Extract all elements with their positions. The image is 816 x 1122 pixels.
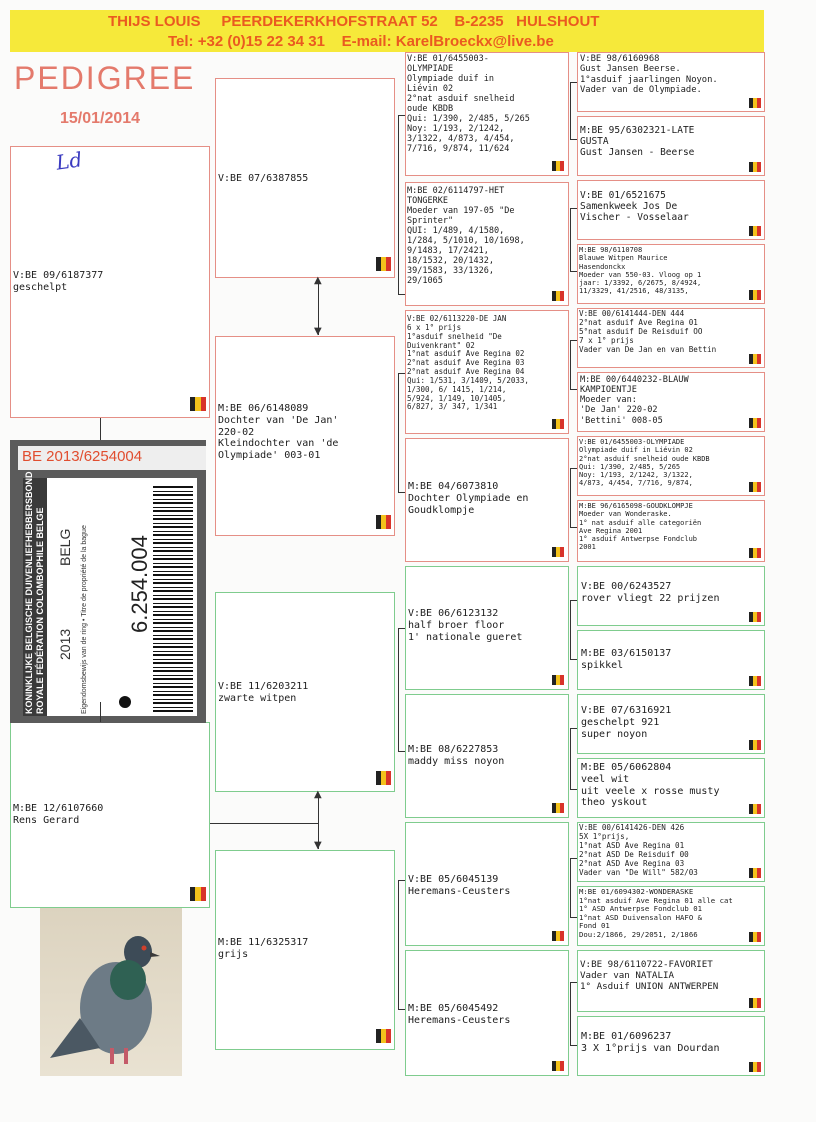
gg-grandparent-box — [577, 180, 765, 240]
gg-grandparent-box — [577, 308, 765, 368]
great-grandparent-box — [405, 694, 569, 818]
arrow-icon: ▼ — [314, 840, 322, 851]
great-grandparent-box — [405, 438, 569, 562]
belgian-flag-icon — [749, 740, 761, 750]
gg-grandparent-text: M:BE 00/6440232-BLAUW KAMPIOENTJE Moeder van: 'De Jan' 220-02 'Bettini' 008-05 — [580, 375, 689, 426]
gg-grandparent-box — [577, 950, 765, 1012]
father-text: V:BE 09/6187377 geschelpt — [13, 270, 104, 293]
pedigree-date: 15/01/2014 — [60, 110, 141, 127]
gg-grandparent-box — [577, 1016, 765, 1076]
grandparent-text: V:BE 07/6387855 — [218, 173, 309, 184]
grandparent-box — [215, 592, 395, 792]
belgian-flag-icon — [749, 482, 761, 492]
belgian-flag-icon — [376, 1029, 391, 1043]
great-grandparent-text: V:BE 01/6455003- OLYMPIADE Olympiade duif in Liévin 02 2°nat asduif snelheid oude KBDB Qui: 1/390, 2/485, 5/265 Noy: 1/193, 2/1242, 3/1322, 4/873, 4/454, 7/716, 9/874, 11/624 — [407, 54, 530, 155]
signature: Ld — [54, 147, 84, 175]
belgian-flag-icon — [749, 868, 761, 878]
gg-grandparent-text: M:BE 01/6094302-WONDERASKE 1°nat asduif Ave Regina 01 alle cat 1° ASD Antwerpse Fondclub 01 1°nat ASD Duivensalon HAFO & Fond 01 Dou:2/1866, 29/2051, 2/1866 — [579, 887, 733, 940]
belgian-flag-icon — [190, 397, 206, 411]
gg-grandparent-text: M:BE 01/6096237 3 X 1°prijs van Dourdan — [581, 1031, 720, 1054]
gg-grandparent-text: V:BE 01/6455003-OLYMPIADE Olympiade duif in Liévin 02 2°nat asduif snelheid oude KBDB Qui: 1/390, 2/485, 5/265 Noy: 1/193, 2/1242, 3/1322, 4/873, 4/454, 7/716, 9/874, — [579, 438, 710, 488]
belgian-flag-icon — [552, 419, 564, 429]
gg-grandparent-text: V:BE 00/6243527 rover vliegt 22 prijzen — [581, 581, 720, 604]
ring-year: 2013 — [57, 628, 73, 660]
belgian-flag-icon — [749, 290, 761, 300]
great-grandparent-box — [405, 950, 569, 1076]
grandparent-text: V:BE 11/6203211 zwarte witpen — [218, 681, 309, 704]
gg-grandparent-box — [577, 822, 765, 882]
belgian-flag-icon — [749, 612, 761, 622]
gg-grandparent-text: V:BE 98/6160968 Gust Jansen Beerse. 1°asduif jaarlingen Noyon. Vader van de Olympiade. — [580, 54, 718, 96]
belgian-flag-icon — [552, 547, 564, 557]
belgian-flag-icon — [552, 931, 564, 941]
belgian-flag-icon — [749, 548, 761, 558]
gg-grandparent-box — [577, 436, 765, 496]
belgian-flag-icon — [749, 98, 761, 108]
ring-card — [23, 471, 197, 716]
grandparent-box — [215, 850, 395, 1050]
connector — [210, 823, 318, 824]
gg-grandparent-box — [577, 694, 765, 754]
grandparent-box — [215, 336, 395, 536]
belgian-flag-icon — [749, 418, 761, 428]
connector — [100, 702, 101, 722]
great-grandparent-text: M:BE 05/6045492 Heremans-Ceusters — [408, 1003, 511, 1026]
belgian-flag-icon — [376, 515, 391, 529]
belgian-flag-icon — [749, 932, 761, 942]
gg-grandparent-text: M:BE 98/6110708 Blauwe Witpen Maurice Hasendonckx Moeder van 550-03. Vloog op 1 jaar: 1/3392, 6/2675, 8/4924, 11/3329, 41/2516, 48/3135, — [579, 246, 702, 296]
gg-grandparent-text: V:BE 00/6141426-DEN 426 5X 1°prijs, 1°nat ASD Ave Regina 01 2°nat ASD De Reisduif 00 2°nat ASD Ave Regina 03 Vader van "De Will" 582/03 — [579, 823, 698, 877]
belgian-flag-icon — [552, 161, 564, 171]
ring-tag — [10, 440, 206, 723]
great-grandparent-text: V:BE 06/6123132 half broer floor 1' nationale gueret — [408, 608, 523, 643]
gg-grandparent-text: M:BE 05/6062804 veel wit uit veele x rosse musty theo yskout — [581, 762, 720, 809]
belgian-flag-icon — [190, 887, 206, 901]
arrow-icon: ▲ — [314, 275, 322, 286]
great-grandparent-text: V:BE 05/6045139 Heremans-Ceusters — [408, 874, 511, 897]
gg-grandparent-box — [577, 630, 765, 690]
belgian-flag-icon — [376, 257, 391, 271]
owner-contact-line: Tel: +32 (0)15 22 34 31 E-mail: KarelBroeckx@live.be — [168, 33, 554, 50]
arrow-icon: ▼ — [314, 326, 322, 337]
gg-grandparent-text: M:BE 03/6150137 spikkel — [581, 648, 672, 671]
gg-grandparent-box — [577, 886, 765, 946]
belgian-flag-icon — [749, 226, 761, 236]
great-grandparent-text: M:BE 04/6073810 Dochter Olympiade en Goudklompje — [408, 481, 529, 516]
belgian-flag-icon — [552, 1061, 564, 1071]
mother-box — [10, 722, 210, 908]
belgian-flag-icon — [749, 1062, 761, 1072]
ring-org-nl: KONINKLIJKE BELGISCHE DUIVENLIEFHEBBERSBOND — [24, 471, 34, 714]
barcode — [153, 484, 193, 712]
page-title: PEDIGREE — [14, 60, 196, 96]
pigeon-photo — [40, 908, 182, 1076]
gg-grandparent-box — [577, 566, 765, 626]
belgian-flag-icon — [552, 675, 564, 685]
subject-ring-number: BE 2013/6254004 — [18, 446, 206, 470]
gg-grandparent-text: M:BE 96/6165098-GOUDKLOMPJE Moeder van Wonderaske. 1° nat asduif alle categoriën Ave Regina 2001 1° asduif Antwerpse Fondclub 2001 — [579, 502, 702, 552]
belgian-flag-icon — [552, 291, 564, 301]
belgian-flag-icon — [749, 354, 761, 364]
owner-address-line: THIJS LOUIS PEERDEKERKHOFSTRAAT 52 B-2235 HULSHOUT — [108, 13, 600, 30]
arrow-icon: ▲ — [314, 789, 322, 800]
belgian-flag-icon — [376, 771, 391, 785]
great-grandparent-text: M:BE 08/6227853 maddy miss noyon — [408, 744, 505, 767]
great-grandparent-box — [405, 822, 569, 946]
great-grandparent-box — [405, 52, 569, 176]
belgian-flag-icon — [552, 803, 564, 813]
gg-grandparent-text: V:BE 00/6141444-DEN 444 2°nat asduif Ave Regina 01 5°nat asduif De Reisduif OO 7 x 1° prijs Vader van De Jan en van Bettin — [579, 309, 717, 354]
belgian-flag-icon — [749, 804, 761, 814]
gg-grandparent-box — [577, 758, 765, 818]
gg-grandparent-box — [577, 500, 765, 562]
great-grandparent-text: M:BE 02/6114797-HET TONGERKE Moeder van 197-05 "De Sprinter" QUI: 1/489, 4/1580, 1/284, 5/1010, 10/1698, 9/1483, 17/2421, 18/1532, 20/1432, 39/1583, 33/1326, 29/1065 — [407, 186, 525, 287]
ring-hole — [119, 696, 131, 708]
gg-grandparent-text: V:BE 07/6316921 geschelpt 921 super noyon — [581, 705, 672, 740]
great-grandparent-box — [405, 566, 569, 690]
gg-grandparent-box — [577, 116, 765, 176]
ring-note: Eigendomsbewijs van de ring • Titre de propriété de la bague — [81, 525, 88, 714]
gg-grandparent-text: V:BE 01/6521675 Samenkweek Jos De Vischer - Vosselaar — [580, 190, 689, 224]
ring-country: BELG — [57, 528, 73, 566]
gg-grandparent-box — [577, 244, 765, 304]
mother-text: M:BE 12/6107660 Rens Gerard — [13, 803, 104, 826]
belgian-flag-icon — [749, 162, 761, 172]
grandparent-text: M:BE 11/6325317 grijs — [218, 937, 309, 960]
belgian-flag-icon — [749, 998, 761, 1008]
connector — [100, 418, 101, 440]
father-box — [10, 146, 210, 418]
gg-grandparent-box — [577, 372, 765, 432]
grandparent-box — [215, 78, 395, 278]
great-grandparent-text: V:BE 02/6113220-DE JAN 6 x 1° prijs 1°asduif snelheid "De Duivenkrant" 02 1°nat asduif Ave Regina 02 2°nat asduif Ave Regina 03 2°nat asduif Ave Regina 04 Qui: 1/531, 3/1409, 5/2033, 1/300, 6/ 1415, 1/214, 5/924, 1/149, 10/1405, 6/827, 3/ 347, 1/341 — [407, 314, 529, 412]
great-grandparent-box — [405, 182, 569, 306]
ring-card-strip — [23, 471, 47, 716]
gg-grandparent-box — [577, 52, 765, 112]
ring-number: 6.254.004 — [127, 535, 152, 633]
grandparent-text: M:BE 06/6148089 Dochter van 'De Jan' 220-02 Kleindochter van 'de Olympiade' 003-01 — [218, 403, 339, 462]
ring-org-fr: ROYALE FÉDÉRATION COLOMBOPHILE BELGE — [35, 507, 45, 714]
great-grandparent-box — [405, 310, 569, 434]
gg-grandparent-text: V:BE 98/6110722-FAVORIET Vader van NATALIA 1° Asduif UNION ANTWERPEN — [580, 959, 719, 992]
belgian-flag-icon — [749, 676, 761, 686]
gg-grandparent-text: M:BE 95/6302321-LATE GUSTA Gust Jansen - Beerse — [580, 125, 695, 159]
